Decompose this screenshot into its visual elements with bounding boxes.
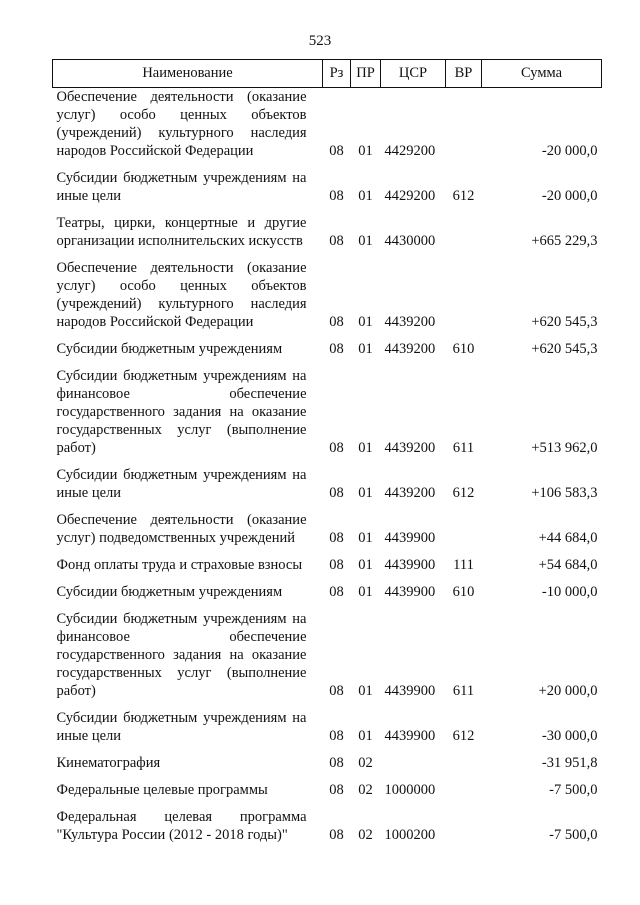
- cell-name: Кинематография: [56, 755, 161, 771]
- cell-sum: -31 951,8: [541, 755, 598, 771]
- cell-name: Субсидии бюджетным учреждениям на иные цели: [56, 467, 307, 501]
- cell-rz: 08: [329, 755, 344, 771]
- cell-pr: 01: [358, 143, 373, 159]
- cell-pr: 02: [358, 755, 373, 771]
- cell-sum: -7 500,0: [549, 827, 598, 843]
- header-vr: ВР: [446, 60, 482, 88]
- cell-pr: 01: [358, 188, 373, 204]
- cell-pr: 01: [358, 728, 373, 744]
- cell-csr: 1000200: [384, 827, 436, 843]
- cell-pr: 01: [358, 557, 373, 573]
- cell-pr: 01: [358, 683, 373, 699]
- header-row: [53, 60, 602, 88]
- cell-vr: [446, 88, 482, 170]
- cell-rz: 08: [329, 584, 344, 600]
- page-number: 523: [308, 33, 332, 49]
- table-row: [53, 754, 602, 781]
- cell-name: Субсидии бюджетным учреждениям на финансовое обеспечение государственного задания на оказание государственных услуг (выполнение работ): [56, 368, 307, 456]
- cell-rz: 08: [329, 188, 344, 204]
- cell-csr: 4439200: [384, 440, 436, 456]
- cell-name: Субсидии бюджетным учреждениям на финансовое обеспечение государственного задания на оказание государственных услуг (выполнение работ): [56, 611, 307, 699]
- cell-vr: [446, 754, 482, 781]
- cell-sum: +44 684,0: [538, 530, 598, 546]
- table-header: [53, 60, 602, 88]
- cell-pr: 01: [358, 485, 373, 501]
- cell-csr: 4430000: [384, 233, 436, 249]
- cell-pr: 01: [358, 440, 373, 456]
- cell-vr: 612: [452, 485, 475, 501]
- header-name: Наименование: [53, 60, 323, 88]
- cell-csr: 4439900: [384, 584, 436, 600]
- cell-rz: 08: [329, 314, 344, 330]
- cell-csr: 4439900: [384, 728, 436, 744]
- cell-csr: 4439900: [384, 683, 436, 699]
- cell-csr: [381, 754, 446, 781]
- cell-csr: 4439900: [384, 557, 436, 573]
- cell-vr: [446, 259, 482, 340]
- cell-sum: +665 229,3: [531, 233, 598, 249]
- cell-name: Фонд оплаты труда и страховые взносы: [56, 557, 303, 573]
- cell-name: Субсидии бюджетным учреждениям: [56, 341, 283, 357]
- table-row: [53, 781, 602, 808]
- cell-sum: +106 583,3: [531, 485, 598, 501]
- cell-sum: +513 962,0: [531, 440, 598, 456]
- cell-csr: 4429200: [384, 188, 436, 204]
- cell-rz: 08: [329, 827, 344, 843]
- table-row: [53, 340, 602, 367]
- cell-pr: 02: [358, 827, 373, 843]
- table-row: [53, 466, 602, 511]
- cell-name: Федеральные целевые программы: [56, 782, 268, 798]
- table-row: [53, 367, 602, 466]
- table-row: [53, 808, 602, 853]
- cell-name: Федеральная целевая программа "Культура России (2012 - 2018 годы)": [56, 809, 307, 843]
- cell-name: Обеспечение деятельности (оказание услуг) особо ценных объектов (учреждений) культурного наследия народов Российской Федерации: [56, 260, 307, 330]
- cell-pr: 01: [358, 233, 373, 249]
- cell-vr: 610: [452, 341, 475, 357]
- cell-rz: 08: [329, 782, 344, 798]
- cell-pr: 01: [358, 314, 373, 330]
- header-sum: Сумма: [482, 60, 602, 88]
- cell-vr: [446, 511, 482, 556]
- cell-pr: 01: [358, 530, 373, 546]
- cell-vr: 611: [452, 683, 475, 699]
- cell-rz: 08: [329, 683, 344, 699]
- table-row: [53, 259, 602, 340]
- cell-rz: 08: [329, 530, 344, 546]
- table-row: [53, 583, 602, 610]
- cell-vr: 611: [452, 440, 475, 456]
- cell-sum: +620 545,3: [531, 314, 598, 330]
- cell-name: Субсидии бюджетным учреждениям: [56, 584, 283, 600]
- table-row: [53, 709, 602, 754]
- cell-csr: 1000000: [384, 782, 436, 798]
- cell-csr: 4439900: [384, 530, 436, 546]
- cell-sum: -7 500,0: [549, 782, 598, 798]
- cell-vr: [446, 781, 482, 808]
- cell-name: Субсидии бюджетным учреждениям на иные цели: [56, 170, 307, 204]
- cell-sum: -20 000,0: [541, 188, 598, 204]
- cell-rz: 08: [329, 233, 344, 249]
- cell-sum: +620 545,3: [531, 341, 598, 357]
- budget-table: [52, 59, 602, 853]
- cell-rz: 08: [329, 341, 344, 357]
- cell-sum: -10 000,0: [541, 584, 598, 600]
- cell-sum: +20 000,0: [538, 683, 598, 699]
- cell-pr: 01: [358, 584, 373, 600]
- header-rz: Рз: [323, 60, 351, 88]
- cell-name: Обеспечение деятельности (оказание услуг) подведомственных учреждений: [56, 512, 307, 546]
- cell-csr: 4439200: [384, 314, 436, 330]
- cell-vr: 610: [452, 584, 475, 600]
- cell-vr: 111: [453, 557, 474, 573]
- cell-name: Театры, цирки, концертные и другие организации исполнительских искусств: [56, 215, 307, 249]
- cell-vr: 612: [452, 728, 475, 744]
- cell-rz: 08: [329, 143, 344, 159]
- cell-sum: +54 684,0: [538, 557, 598, 573]
- header-pr: ПР: [351, 60, 381, 88]
- header-csr: ЦСР: [381, 60, 446, 88]
- cell-sum: -30 000,0: [541, 728, 598, 744]
- cell-rz: 08: [329, 440, 344, 456]
- table-row: [53, 556, 602, 583]
- cell-vr: [446, 214, 482, 259]
- table-row: [53, 169, 602, 214]
- cell-csr: 4439200: [384, 485, 436, 501]
- cell-rz: 08: [329, 557, 344, 573]
- cell-csr: 4429200: [384, 143, 436, 159]
- cell-name: Обеспечение деятельности (оказание услуг) особо ценных объектов (учреждений) культурного наследия народов Российской Федерации: [56, 89, 307, 159]
- cell-sum: -20 000,0: [541, 143, 598, 159]
- cell-pr: 01: [358, 341, 373, 357]
- cell-vr: 612: [452, 188, 475, 204]
- cell-csr: 4439200: [384, 341, 436, 357]
- cell-rz: 08: [329, 728, 344, 744]
- cell-name: Субсидии бюджетным учреждениям на иные цели: [56, 710, 307, 744]
- table-body: [53, 88, 602, 854]
- table-row: [53, 511, 602, 556]
- table-row: [53, 610, 602, 709]
- table-row: [53, 214, 602, 259]
- cell-vr: [446, 808, 482, 853]
- table-row: [53, 88, 602, 170]
- cell-pr: 02: [358, 782, 373, 798]
- cell-rz: 08: [329, 485, 344, 501]
